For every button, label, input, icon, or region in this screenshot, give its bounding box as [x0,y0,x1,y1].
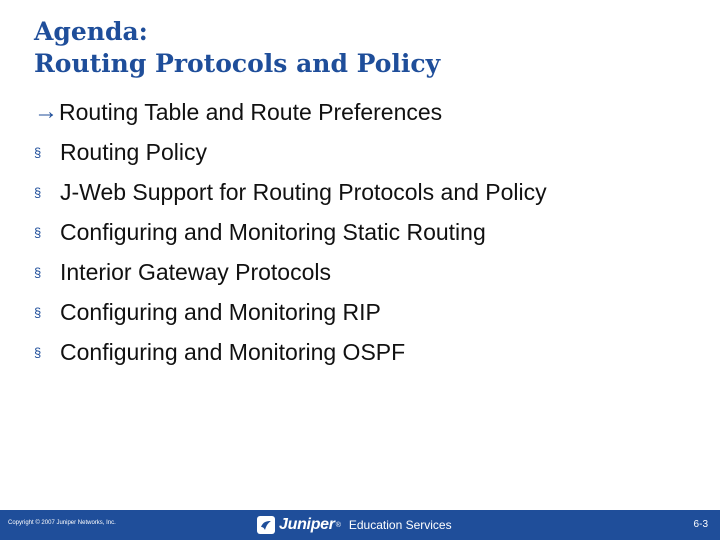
juniper-logo-icon [257,516,275,534]
arrow-right-icon: → [34,98,58,125]
agenda-item-label: Interior Gateway Protocols [60,258,332,285]
bullet-icon: § [34,184,42,200]
agenda-item [34,292,547,332]
bullet-icon: § [34,224,42,240]
title-line-2: Routing Protocols and Policy [34,49,441,78]
bullet-icon: § [34,264,42,280]
agenda-item-label: J-Web Support for Routing Protocols and Policy [60,178,547,205]
agenda-item-label: Routing Policy [60,138,208,165]
registered-mark: ® [335,521,341,529]
footer-bar [0,510,720,540]
education-services-text: Education Services [348,518,452,532]
agenda-item [34,132,547,172]
agenda-item [34,332,547,372]
agenda-item [34,252,547,292]
slide-title [34,16,440,80]
juniper-logo-glyph [259,518,273,532]
agenda-item-current [34,92,547,132]
agenda-list [34,92,547,372]
title-line-1: Agenda: [34,17,148,46]
agenda-item-label: Configuring and Monitoring Static Routing [60,218,486,245]
agenda-item-label: Configuring and Monitoring OSPF [60,338,406,365]
agenda-item-label: Configuring and Monitoring RIP [60,298,381,325]
brand-logo [257,514,452,536]
bullet-icon: § [34,344,42,360]
agenda-item-label: Routing Table and Route Preferences [59,98,443,125]
copyright-text: Copyright © 2007 Juniper Networks, Inc. [8,520,116,526]
page-number: 6-3 [693,519,708,530]
bullet-icon: § [34,304,42,320]
agenda-item [34,172,547,212]
agenda-item [34,212,547,252]
bullet-icon: § [34,144,42,160]
logo-wordmark: Juniper [279,516,335,533]
